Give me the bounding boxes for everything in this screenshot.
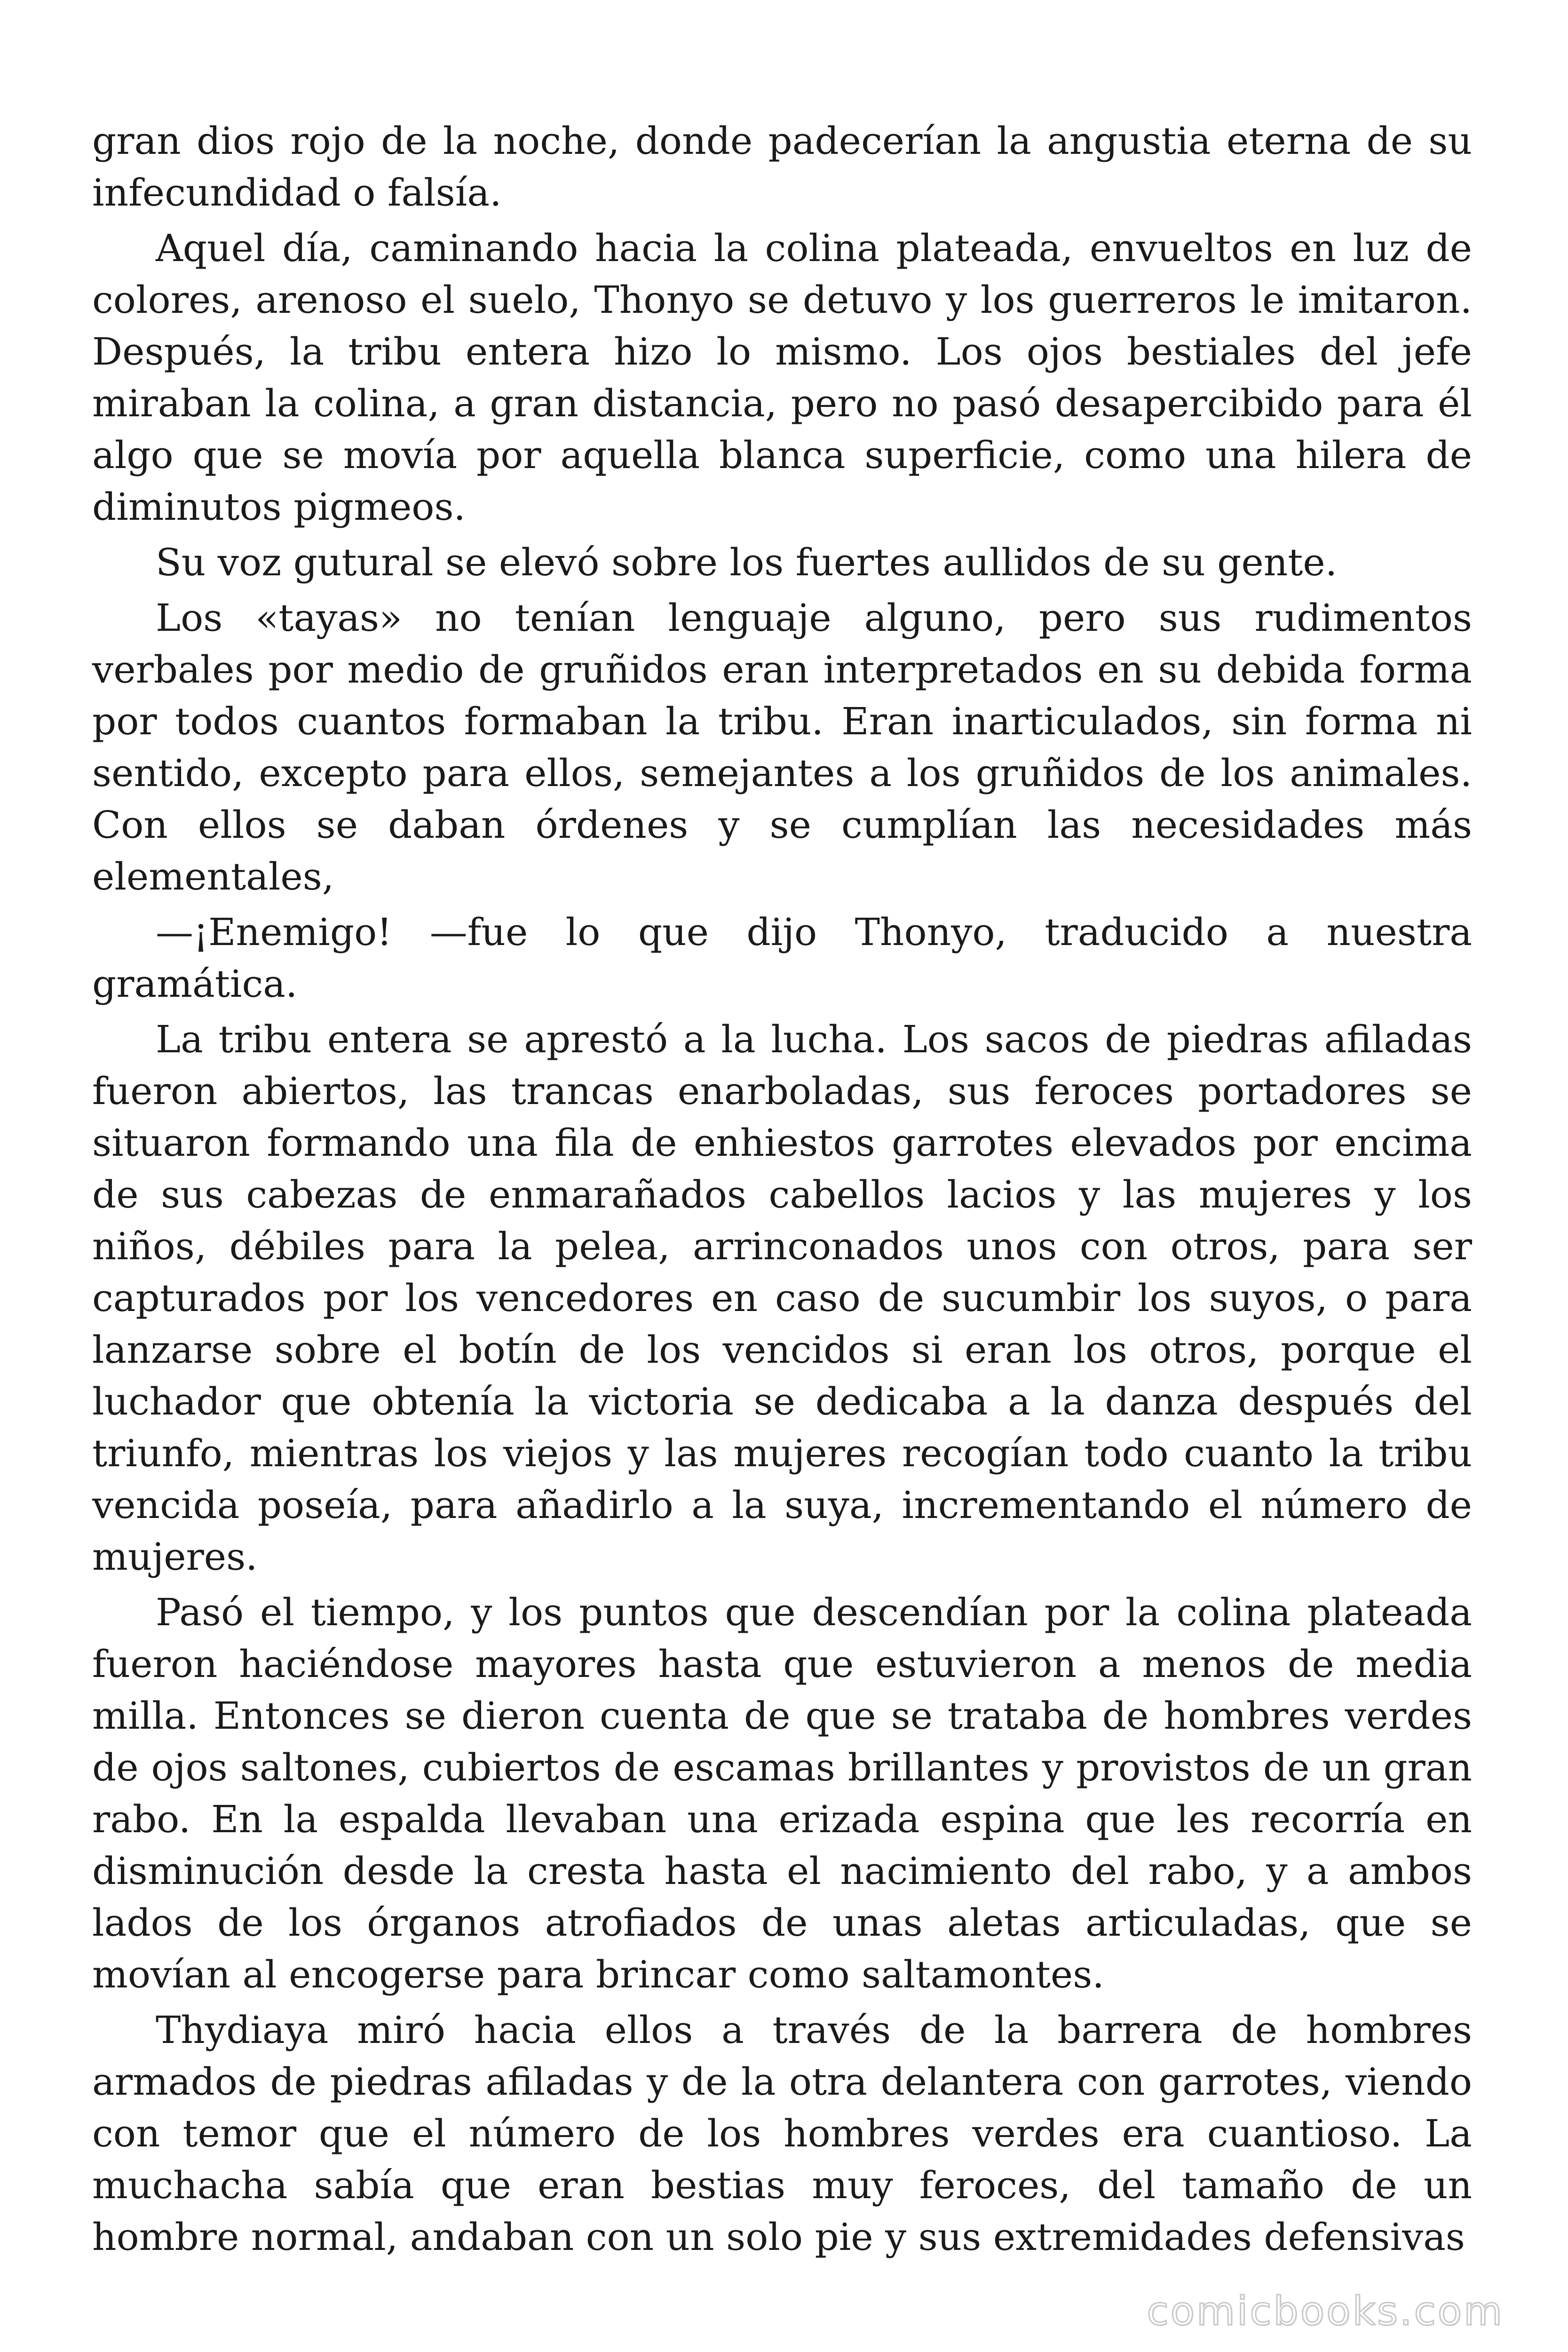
paragraph: Thydiaya miró hacia ellos a través de la barrera de hombres armados de piedras afiladas y de la otra delantera con garrotes, viendo con temor que el número de los hombres verdes era cuantioso. La muchacha sabía que eran bestias muy feroces, del tamaño de un hombre normal, andaban con un solo pie y sus extremidades defensivas [92,2008,1472,2259]
paragraph: Su voz gutural se elevó sobre los fuertes aullidos de su gente. [156,540,1338,584]
paragraph: Aquel día, caminando hacia la colina plateada, envueltos en luz de colores, arenoso el suelo, Thonyo se detuvo y los guerreros le imitaron. Después, la tribu entera hizo lo mismo. Los ojos bestiales del jefe miraban la colina, a gran distancia, pero no pasó desapercibido para él algo que se movía por aquella blanca superficie, como una hilera de diminutos pigmeos. [92,226,1472,529]
paragraph: Los «tayas» no tenían lenguaje alguno, pero sus rudimentos verbales por medio de gruñidos eran interpretados en su debida forma por todos cuantos formaban la tribu. Eran inarticulados, sin forma ni sentido, excepto para ellos, semejantes a los gruñidos de los animales. Con ellos se daban órdenes y se cumplían las necesidades más elementales, [92,596,1472,898]
page-body-text [92,115,1472,2267]
paragraph-continuation: gran dios rojo de la noche, donde padecerían la angustia eterna de su infecundidad o falsía. [92,119,1472,215]
paragraph: —¡Enemigo! —fue lo que dijo Thonyo, traducido a nuestra gramática. [92,910,1472,1006]
paragraph: La tribu entera se aprestó a la lucha. Los sacos de piedras afiladas fueron abiertos, las trancas enarboladas, sus feroces portadores se situaron formando una fila de enhiestos garrotes elevados por encima de sus cabezas de enmarañados cabellos lacios y las mujeres y los niños, débiles para la pelea, arrinconados unos con otros, para ser capturados por los vencedores en caso de sucumbir los suyos, o para lanzarse sobre el botín de los vencidos si eran los otros, porque el luchador que obtenía la victoria se dedicaba a la danza después del triunfo, mientras los viejos y las mujeres recogían todo cuanto la tribu vencida poseía, para añadirlo a la suya, incrementando el número de mujeres. [92,1017,1472,1579]
paragraph: Pasó el tiempo, y los puntos que descendían por la colina plateada fueron haciéndose mayores hasta que estuvieron a menos de media milla. Entonces se dieron cuenta de que se trataba de hombres verdes de ojos saltones, cubiertos de escamas brillantes y provistos de un gran rabo. En la espalda llevaban una erizada espina que les recorría en disminución desde la cresta hasta el nacimiento del rabo, y a ambos lados de los órganos atrofiados de unas aletas articuladas, que se movían al encogerse para brincar como saltamontes. [92,1590,1472,1996]
watermark: comicbooks.com [1147,2288,1504,2334]
